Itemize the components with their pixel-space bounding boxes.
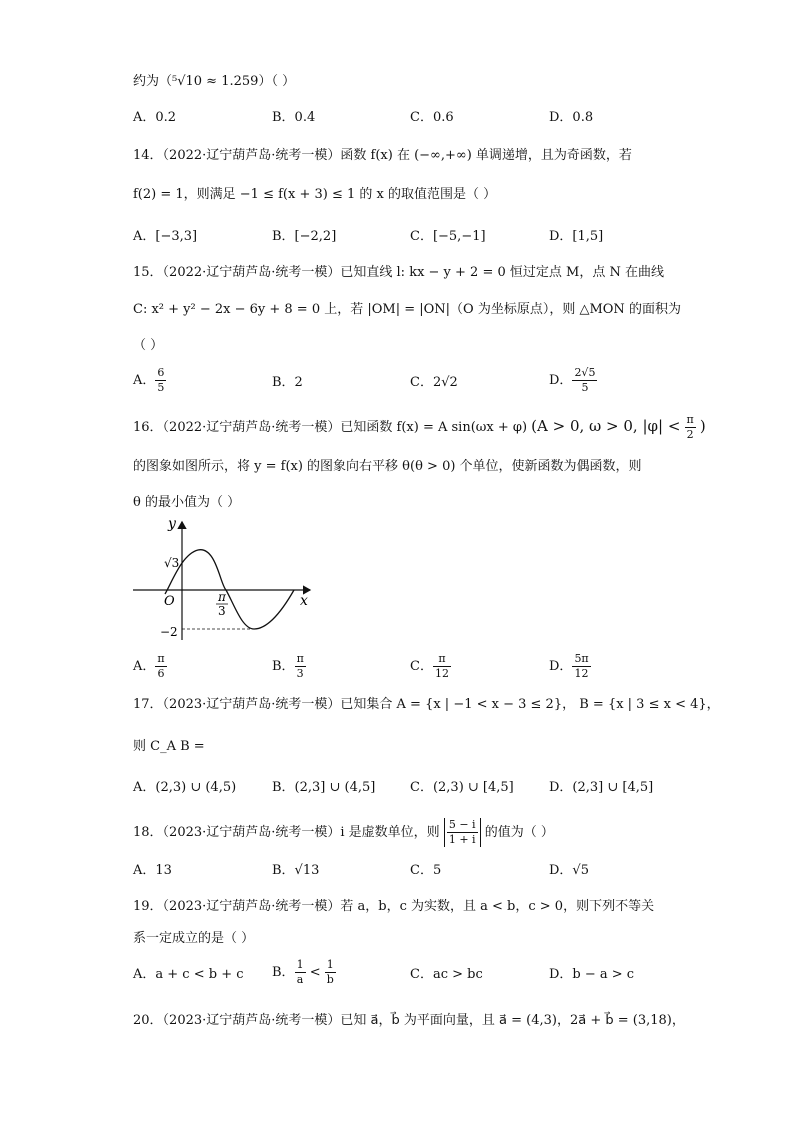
q13-tail: 约为（⁵√10 ≈ 1.259）（ ） <box>133 74 296 89</box>
q16-options <box>0 652 794 692</box>
q16-option-d[interactable]: D． $\frac{5\pi}{12}$ <box>549 652 589 680</box>
q14-stem-line2: f(2) = 1，则满足 −1 ≤ f(x + 3) ≤ 1 的 x 的取值范围是（ ） <box>133 187 497 202</box>
pi-over-3-den: 3 <box>218 604 226 618</box>
q16-stem-line2: 的图象如图所示，将 y = f(x) 的图象向右平移 θ(θ > 0) 个单位，使新函数为偶函数，则 <box>133 459 642 474</box>
y-axis-label: y <box>168 516 176 532</box>
pi-over-3-num: π <box>218 590 226 604</box>
q19-option-b[interactable]: B． $\frac{1}{a}$ < $\frac{1}{b}$ <box>272 958 334 986</box>
q15-option-b[interactable]: B．2 <box>272 375 303 390</box>
q19-option-a[interactable]: A．a + c < b + c <box>133 967 244 982</box>
q18-option-d[interactable]: D．√5 <box>549 863 589 878</box>
q14-stem-line1: 14．（2022·辽宁葫芦岛·统考一模）函数 f(x) 在 (−∞,+∞) 单调递增，且为奇函数，若 <box>133 148 632 163</box>
q19-stem-line1: 19．（2023·辽宁葫芦岛·统考一模）若 a，b，c 为实数，且 a < b，c > 0，则下列不等关 <box>133 899 655 914</box>
q17-option-d[interactable]: D．(2,3] ∪ [4,5] <box>549 780 654 795</box>
q14-option-b[interactable]: B．[−2,2] <box>272 229 337 244</box>
q18-stem-line1: 18．（2023·辽宁葫芦岛·统考一模）i 是虚数单位，则 $\frac{5 - i}{1 + i}$ 的值为（ ） <box>133 818 554 846</box>
q15-stem-line2: C: x² + y² − 2x − 6y + 8 = 0 上，若 |OM| = |ON|（O 为坐标原点），则 △MON 的面积为 <box>133 302 681 317</box>
q18-option-c[interactable]: C．5 <box>410 863 442 878</box>
minus2-label: −2 <box>160 625 178 639</box>
q18-option-a[interactable]: A．13 <box>133 863 172 878</box>
q15-option-c[interactable]: C．2√2 <box>410 375 458 390</box>
q19-option-d[interactable]: D．b − a > c <box>549 967 635 982</box>
q18-option-b[interactable]: B．√13 <box>272 863 320 878</box>
q16-sine-graph <box>130 514 320 644</box>
q20-stem-line1: 20．（2023·辽宁葫芦岛·统考一模）已知 a⃗，b⃗ 为平面向量，且 a⃗ = (4,3)，2a⃗ + b⃗ = (3,18)， <box>133 1013 685 1028</box>
q15-option-d[interactable]: D． $\frac{2√5}{5}$ <box>549 366 596 394</box>
q17-option-c[interactable]: C．(2,3) ∪ [4,5] <box>410 780 514 795</box>
q14-option-c[interactable]: C．[−5,−1] <box>410 229 486 244</box>
q17-stem-line2: 则 C_A B = <box>133 739 205 754</box>
sine-curve <box>165 550 294 629</box>
q15-options <box>0 366 794 406</box>
q19-option-c[interactable]: C．ac > bc <box>410 967 483 982</box>
q15-stem-line3: （ ） <box>133 338 164 353</box>
q13-option-b[interactable]: B．0.4 <box>272 110 316 125</box>
q13-option-d[interactable]: D．0.8 <box>549 110 594 125</box>
sqrt3-label: √3 <box>164 556 180 570</box>
origin-label: O <box>164 594 175 609</box>
q16-stem-line1: 16．（2022·辽宁葫芦岛·统考一模）已知函数 f(x) = A sin(ωx + φ) (A > 0, ω > 0, |φ| < $\frac{\pi}{2}$ ) <box>133 413 706 441</box>
q14-option-a[interactable]: A．[−3,3] <box>133 229 198 244</box>
q17-options <box>0 779 794 819</box>
q17-option-a[interactable]: A．(2,3) ∪ (4,5) <box>133 780 237 795</box>
q16-stem-line3: θ 的最小值为（ ） <box>133 495 241 510</box>
q14-options <box>0 228 794 268</box>
q16-option-b[interactable]: B． $\frac{\pi}{3}$ <box>272 652 304 680</box>
q16-option-c[interactable]: C． $\frac{\pi}{12}$ <box>410 652 449 680</box>
q18-options <box>0 862 794 902</box>
q17-option-b[interactable]: B．(2,3] ∪ (4,5] <box>272 780 376 795</box>
q14-option-d[interactable]: D．[1,5] <box>549 229 604 244</box>
q13-option-c[interactable]: C．0.6 <box>410 110 454 125</box>
q19-options <box>0 958 794 998</box>
q17-stem-line1: 17．（2023·辽宁葫芦岛·统考一模）已知集合 A = {x | −1 < x − 3 ≤ 2}， B = {x | 3 ≤ x < 4}， <box>133 697 720 712</box>
q15-option-a[interactable]: A． $\frac{6}{5}$ <box>133 366 165 394</box>
q18-modulus: $\frac{5 - i}{1 + i}$ <box>444 818 481 847</box>
q13-options <box>0 109 794 149</box>
q13-option-a[interactable]: A．0.2 <box>133 110 177 125</box>
q16-option-a[interactable]: A． $\frac{\pi}{6}$ <box>133 652 165 680</box>
q19-stem-line2: 系一定成立的是（ ） <box>133 931 255 946</box>
q15-stem-line1: 15．（2022·辽宁葫芦岛·统考一模）已知直线 l: kx − y + 2 = 0 恒过定点 M，点 N 在曲线 <box>133 265 664 280</box>
x-axis-label: x <box>300 593 308 609</box>
